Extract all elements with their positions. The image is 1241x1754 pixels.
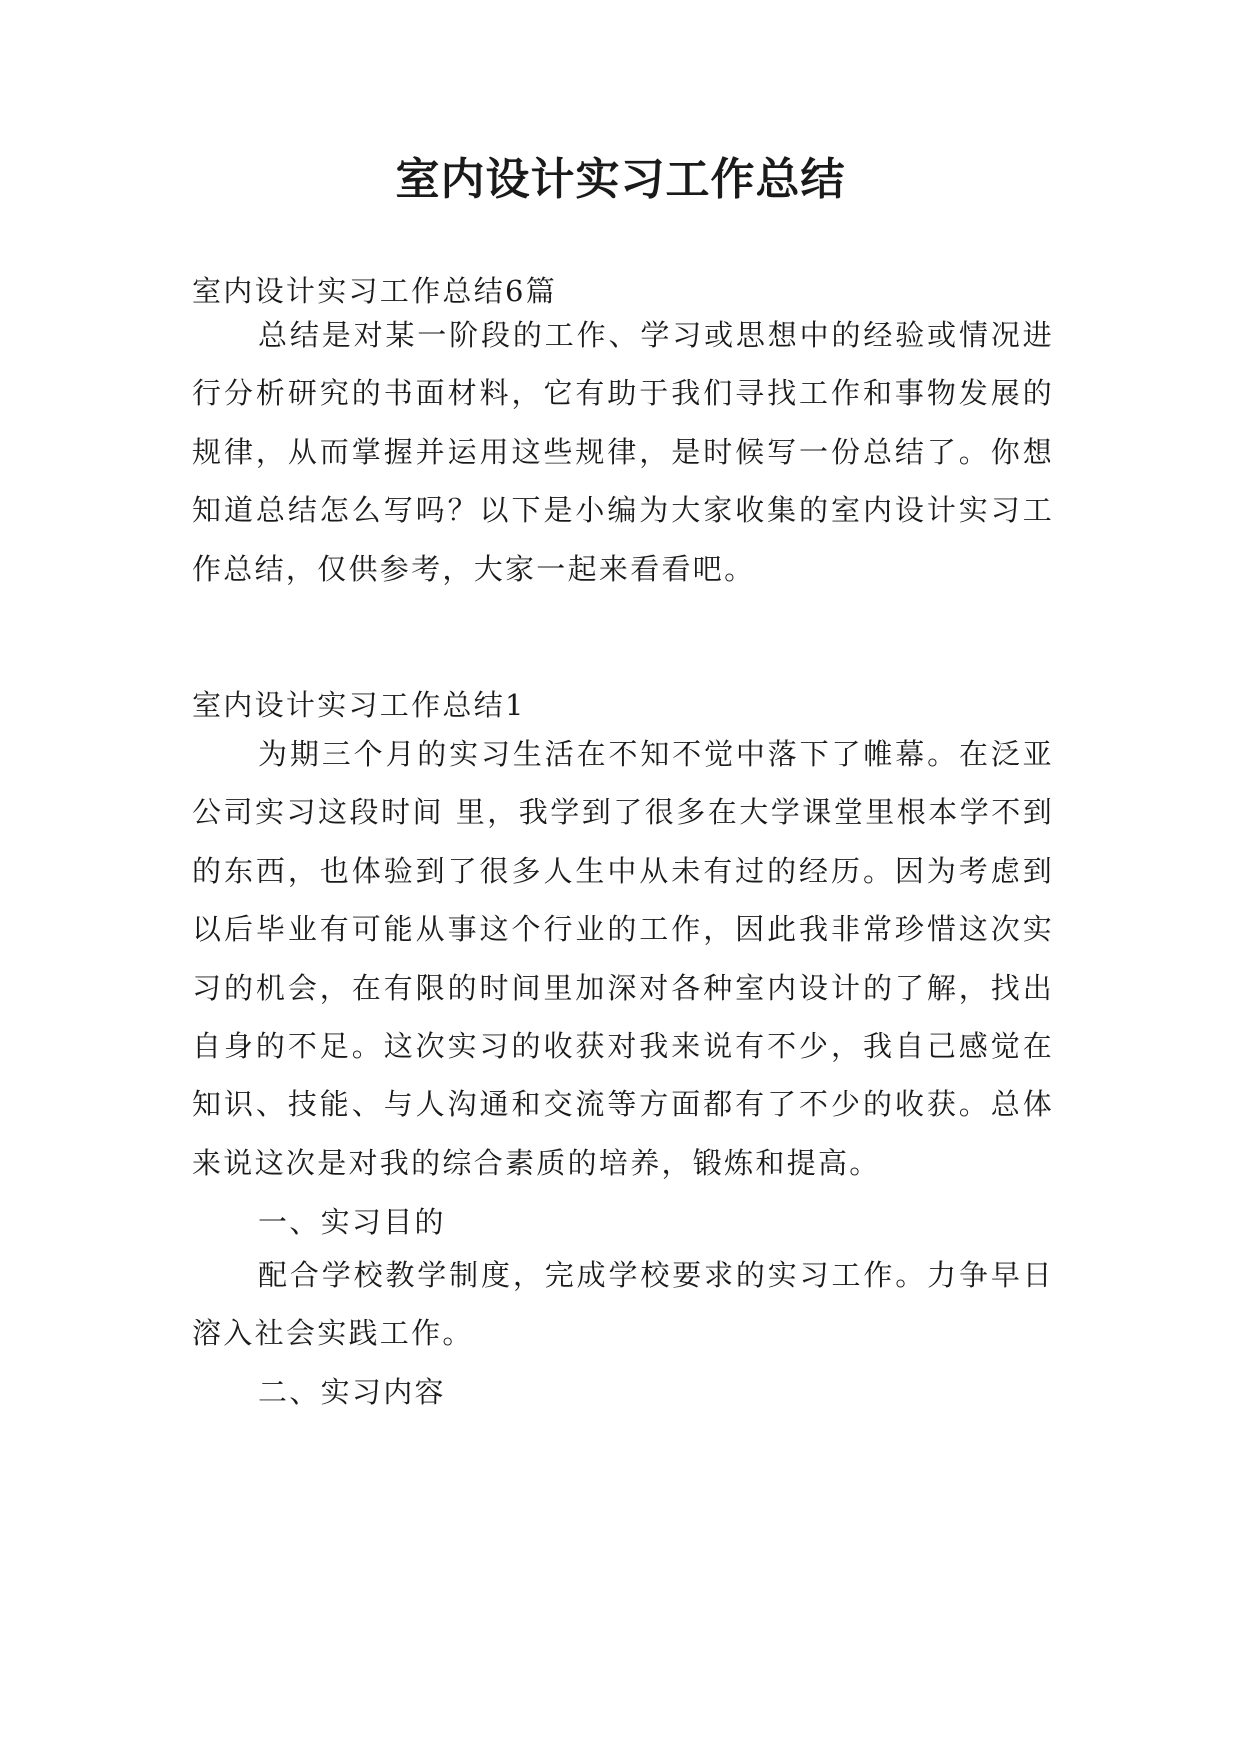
document-subtitle: 室内设计实习工作总结6篇	[192, 274, 558, 308]
document-title: 室内设计实习工作总结	[395, 154, 846, 205]
section-heading-1: 室内设计实习工作总结1	[192, 688, 526, 722]
heading-content: 二、实习内容	[258, 1375, 446, 1409]
purpose-paragraph: 配合学校教学制度，完成学校要求的实习工作。力争早日溶入社会实践工作。	[192, 1258, 1054, 1351]
intro-paragraph: 总结是对某一阶段的工作、学习或思想中的经验或情况进行分析研究的书面材料，它有助于我们寻找工作和事物发展的规律，从而掌握并运用这些规律，是时候写一份总结了。你想知道总结怎么写吗？以下是小编为大家收集的室内设计实习工作总结，仅供参考，大家一起来看看吧。	[192, 318, 1054, 586]
section1-paragraph: 为期三个月的实习生活在不知不觉中落下了帷幕。在泛亚公司实习这段时间 里，我学到了很多在大学课堂里根本学不到的东西，也体验到了很多人生中从未有过的经历。因为考虑到以后毕业有可能从事这个行业的工作，因此我非常珍惜这次实习的机会，在有限的时间里加深对各种室内设计的了解，找出自身的不足。这次实习的收获对我来说有不少，我自己感觉在知识、技能、与人沟通和交流等方面都有了不少的收获。总体来说这次是对我的综合素质的培养，锻炼和提高。	[192, 737, 1054, 1180]
heading-purpose: 一、实习目的	[258, 1205, 446, 1239]
